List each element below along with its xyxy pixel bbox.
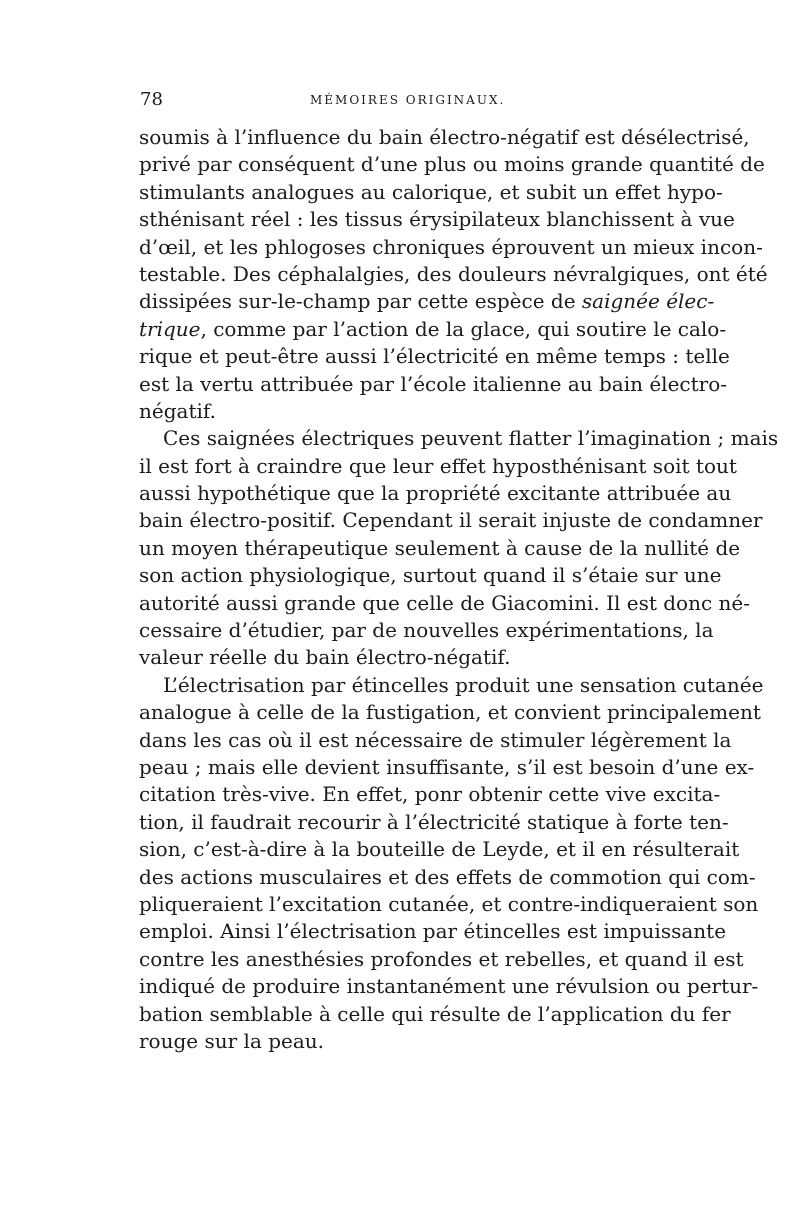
running-head: MÉMOIRES ORIGINAUX.: [310, 93, 506, 107]
text-line: rouge sur la peau.: [139, 1028, 325, 1053]
text-line: testable. Des céphalalgies, des douleurs névralgiques, ont été: [139, 261, 768, 286]
text-line: cessaire d’étudier, par de nouvelles expérimentations, la: [139, 618, 714, 643]
text-line: sthénisant réel : les tissus érysipilateux blanchissent à vue: [139, 207, 735, 232]
paragraph-1: [139, 124, 768, 425]
text-line: peau ; mais elle devient insuffisante, s’il est besoin d’une ex-: [139, 754, 755, 779]
text-line: [139, 288, 715, 315]
italic-term: saignée élec-: [581, 289, 715, 314]
text-line: stimulants analogues au calorique, et subit un effet hypo-: [139, 179, 723, 204]
text-line: rique et peut-être aussi l’électricité en même temps : telle: [139, 344, 730, 369]
page-number: 78: [140, 89, 163, 110]
text-line-start: dissipées sur-le-champ par cette espèce de: [139, 289, 576, 314]
body-text: [139, 124, 779, 1055]
text-line-end: , comme par l’action de la glace, qui soutire le calo-: [200, 316, 727, 341]
text-line: bain électro-positif. Cependant il serait injuste de condamner: [139, 508, 763, 533]
text-line: bation semblable à celle qui résulte de l’application du fer: [139, 1001, 731, 1026]
italic-term: trique: [139, 316, 201, 341]
text-line: privé par conséquent d’une plus ou moins grande quantité de: [139, 152, 765, 177]
text-line: il est fort à craindre que leur effet hyposthénisant soit tout: [139, 453, 737, 478]
text-line: contre les anesthésies profondes et rebelles, et quand il est: [139, 946, 744, 971]
text-line: indiqué de produire instantanément une révulsion ou pertur-: [139, 974, 759, 999]
paragraph-3: [139, 672, 764, 1055]
text-line: un moyen thérapeutique seulement à cause de la nullité de: [139, 535, 741, 560]
text-line: d’œil, et les phlogoses chroniques éprouvent un mieux incon-: [139, 234, 763, 259]
text-line: soumis à l’influence du bain électro-négatif est désélectrisé,: [139, 125, 750, 149]
text-line: son action physiologique, surtout quand il s’étaie sur une: [139, 563, 722, 588]
text-line: L’électrisation par étincelles produit une sensation cutanée: [163, 672, 764, 697]
text-line: dans les cas où il est nécessaire de stimuler légèrement la: [139, 727, 732, 752]
page-header: [140, 88, 665, 118]
text-line: pliqueraient l’excitation cutanée, et contre-indiqueraient son: [139, 891, 759, 916]
text-line: négatif.: [139, 398, 216, 423]
text-line: aussi hypothétique que la propriété excitante attribuée au: [139, 481, 732, 506]
text-line: [139, 316, 727, 343]
text-line: sion, c’est-à-dire à la bouteille de Leyde, et il en résulterait: [139, 837, 740, 862]
text-line: tion, il faudrait recourir à l’électricité statique à forte ten-: [139, 809, 729, 834]
text-line: autorité aussi grande que celle de Giacomini. Il est donc né-: [139, 590, 751, 615]
text-line: citation très-vive. En effet, ponr obtenir cette vive excita-: [139, 782, 721, 807]
text-line: analogue à celle de la fustigation, et convient principalement: [139, 700, 761, 725]
paragraph-2: [139, 425, 779, 672]
text-line: emploi. Ainsi l’électrisation par étincelles est impuissante: [139, 919, 727, 944]
text-line: Ces saignées électriques peuvent flatter l’imagination ; mais: [163, 426, 779, 451]
text-line: valeur réelle du bain électro-négatif.: [139, 645, 511, 670]
text-line: est la vertu attribuée par l’école italienne au bain électro-: [139, 371, 728, 396]
text-line: des actions musculaires et des effets de commotion qui com-: [139, 864, 756, 889]
